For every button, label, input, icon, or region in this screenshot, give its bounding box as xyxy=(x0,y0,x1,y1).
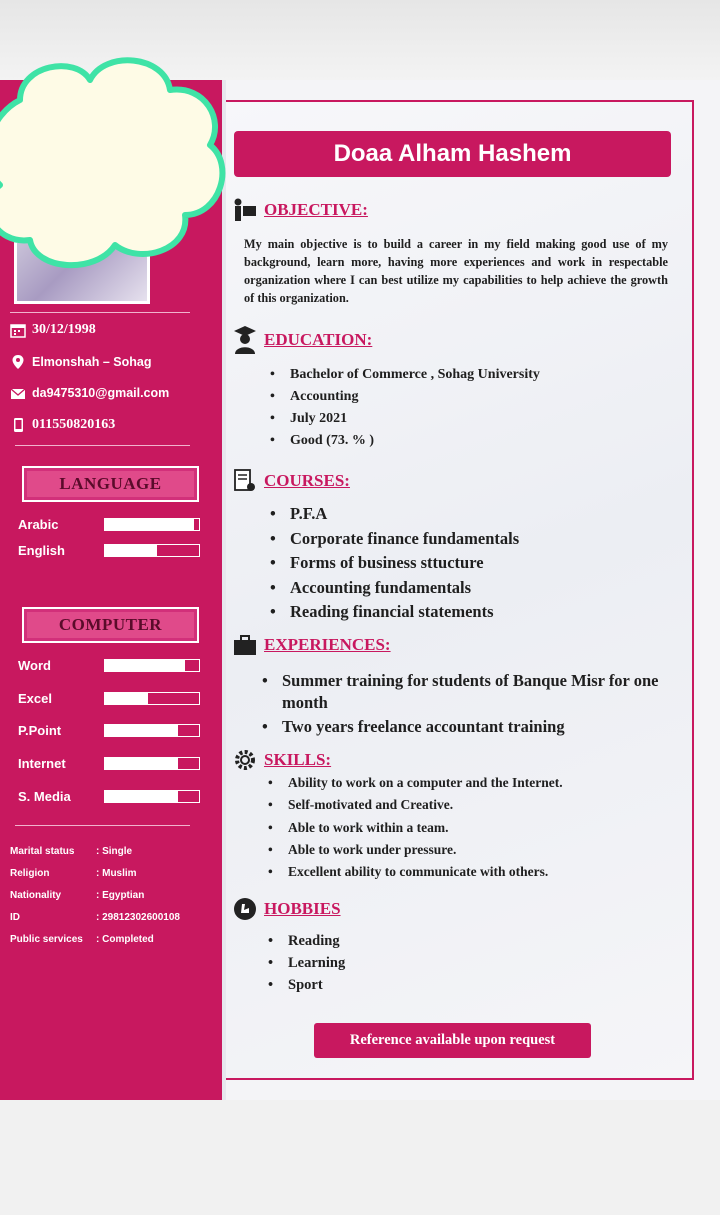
computer-row: Word xyxy=(18,658,200,673)
computer-row: Excel xyxy=(18,691,200,706)
separator xyxy=(15,445,190,446)
hobbies-heading: HOBBIES xyxy=(232,896,341,922)
skills-heading: SKILLS: xyxy=(232,747,331,773)
gears-icon xyxy=(232,747,258,773)
location: Elmonshah – Sohag xyxy=(10,354,151,370)
calendar-icon xyxy=(10,322,26,338)
language-row: Arabic xyxy=(18,517,200,532)
info-row: Nationality : Egyptian xyxy=(10,890,145,901)
email: da9475310@gmail.com xyxy=(10,385,169,401)
list-item: • Accounting xyxy=(268,386,540,408)
skill-bar xyxy=(104,790,200,803)
skill-bar xyxy=(104,724,200,737)
graduate-icon xyxy=(232,327,258,353)
skill-bar xyxy=(104,757,200,770)
info-row: Public services : Completed xyxy=(10,934,154,945)
phone: 011550820163 xyxy=(10,417,115,433)
phone-icon xyxy=(10,417,26,433)
hobbies-list xyxy=(266,930,345,996)
info-row: ID : 29812302600108 xyxy=(10,912,180,923)
experiences-list xyxy=(260,670,670,740)
list-item: • Learning xyxy=(266,952,345,974)
sticker-cloud xyxy=(0,40,230,275)
experiences-heading: EXPERIENCES: xyxy=(232,632,391,658)
location-pin-icon xyxy=(10,354,26,370)
education-list xyxy=(268,364,540,452)
reference-note: Reference available upon request xyxy=(314,1023,591,1058)
name-banner: Doaa Alham Hashem xyxy=(234,131,671,177)
skill-bar xyxy=(104,692,200,705)
computer-row: Internet xyxy=(18,756,200,771)
objective-text: My main objective is to build a career in my field making good use of my background, learn more, having more experiences and work in respectable organization where I can best utilize my capabilities to help achieve the growth of this organization. xyxy=(244,237,668,305)
info-row: Religion : Muslim xyxy=(10,868,137,879)
courses-heading: COURSES: xyxy=(232,468,350,494)
skills-list xyxy=(266,772,563,883)
hobbies-icon xyxy=(232,896,258,922)
list-item: • Self-motivated and Creative. xyxy=(266,794,563,816)
list-item: • Good (73. % ) xyxy=(268,430,540,452)
email-icon xyxy=(10,385,26,401)
list-item: • P.F.A xyxy=(268,502,519,527)
list-item: • Bachelor of Commerce , Sohag University xyxy=(268,364,540,386)
list-item: • Accounting fundamentals xyxy=(268,576,519,601)
list-item: • Reading xyxy=(266,930,345,952)
list-item: • Sport xyxy=(266,974,345,996)
computer-row: S. Media xyxy=(18,789,200,804)
computer-heading: COMPUTER xyxy=(22,607,199,643)
courses-list xyxy=(268,502,519,625)
skill-bar xyxy=(104,544,200,557)
separator xyxy=(10,312,190,313)
briefcase-icon xyxy=(232,632,258,658)
education-heading: EDUCATION: xyxy=(232,327,372,353)
skill-bar xyxy=(104,518,200,531)
computer-row: P.Point xyxy=(18,723,200,738)
list-item: • Excellent ability to communicate with others. xyxy=(266,861,563,883)
list-item: • Two years freelance accountant training xyxy=(260,716,670,738)
list-item: • Forms of business sttucture xyxy=(268,551,519,576)
language-heading: LANGUAGE xyxy=(22,466,199,502)
list-item: • Ability to work on a computer and the Internet. xyxy=(266,772,563,794)
birth-date: 30/12/1998 xyxy=(10,322,96,338)
info-row: Marital status : Single xyxy=(10,846,133,857)
list-item: • Reading financial statements xyxy=(268,600,519,625)
certificate-icon xyxy=(232,468,258,494)
blank-area xyxy=(0,1100,720,1215)
list-item: • July 2021 xyxy=(268,408,540,430)
list-item: • Able to work within a team. xyxy=(266,817,563,839)
list-item: • Summer training for students of Banque Misr for one month xyxy=(260,670,670,714)
skill-bar xyxy=(104,659,200,672)
list-item: • Able to work under pressure. xyxy=(266,839,563,861)
objective-heading: OBJECTIVE: xyxy=(232,197,368,223)
separator xyxy=(15,825,190,826)
presenter-icon xyxy=(232,197,258,223)
language-row: English xyxy=(18,543,200,558)
list-item: • Corporate finance fundamentals xyxy=(268,527,519,552)
